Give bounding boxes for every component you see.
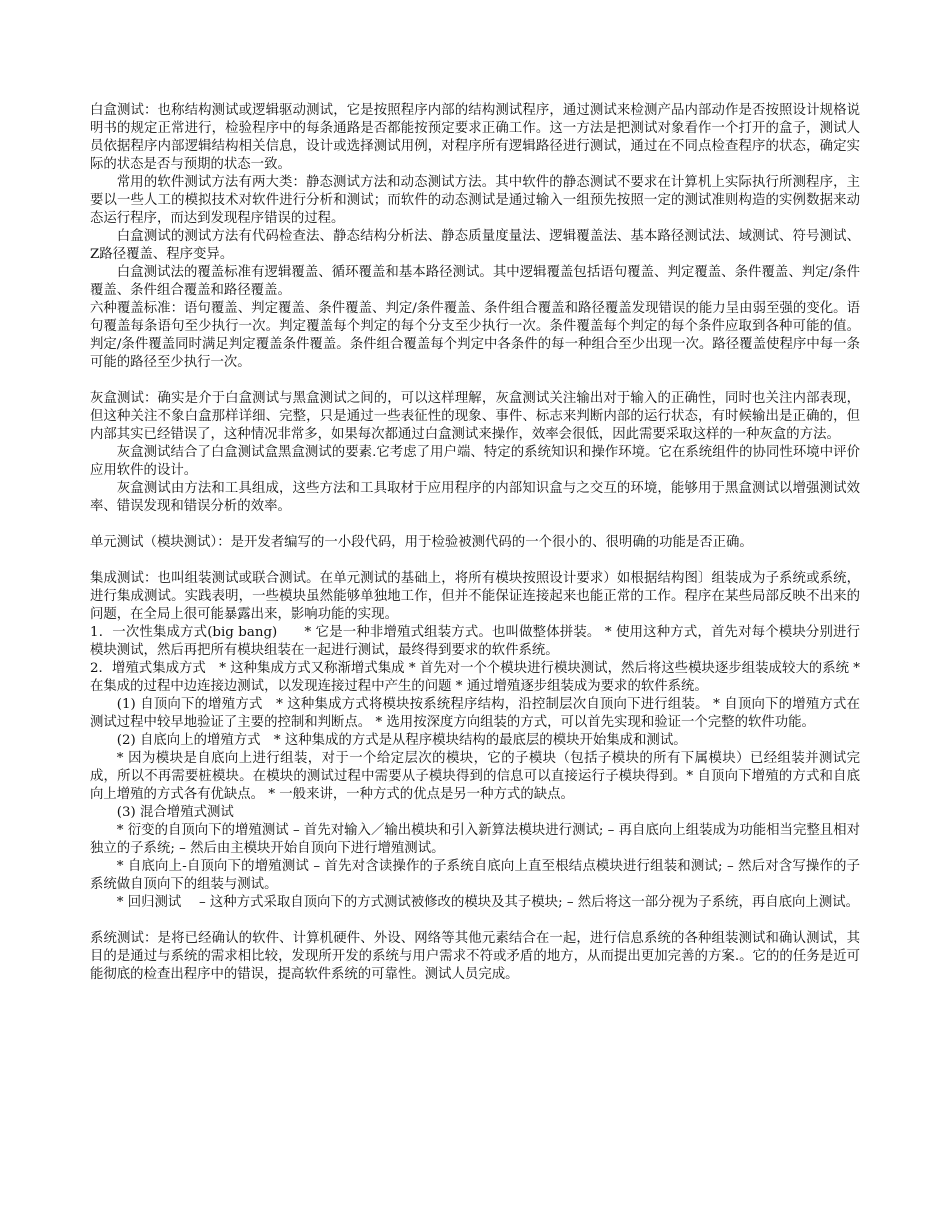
paragraph: 灰盒测试结合了白盒测试盒黑盒测试的要素.它考虑了用户端、特定的系统知识和操作环境。它在系统组件的协同性环境中评价应用软件的设计。 (90, 445, 860, 478)
section-spacer (90, 912, 860, 930)
paragraph: 单元测试（模块测试）：是开发者编写的一小段代码，用于检验被测代码的一个很小的、很明确的功能是否正确。 (90, 535, 753, 550)
paragraph: 白盒测试的测试方法有代码检查法、静态结构分析法、静态质量度量法、逻辑覆盖法、基本路径测试法、域测试、符号测试、Z路径覆盖、程序变异。 (90, 229, 860, 262)
section-system-testing (90, 930, 860, 984)
paragraph: 白盒测试法的覆盖标准有逻辑覆盖、循环覆盖和基本路径测试。其中逻辑覆盖包括语句覆盖、判定覆盖、条件覆盖、判定/条件覆盖、条件组合覆盖和路径覆盖。 (90, 265, 860, 298)
paragraph: 灰盒测试由方法和工具组成，这些方法和工具取材于应用程序的内部知识盒与之交互的环境，能够用于黑盒测试以增强测试效率、错误发现和错误分析的效率。 (90, 481, 860, 514)
paragraph: * 衍变的自顶向下的增殖测试 – 首先对输入／输出模块和引入新算法模块进行测试; – 再自底向上组装成为功能相当完整且相对独立的子系统; – 然后由主模块开始自顶向下进行增殖测试。 (90, 823, 860, 856)
paragraph: 六种覆盖标准：语句覆盖、判定覆盖、条件覆盖、判定/条件覆盖、条件组合覆盖和路径覆盖发现错误的能力呈由弱至强的变化。语句覆盖每条语句至少执行一次。判定覆盖每个判定的每个分支至少执行一次。条件覆盖每个判定的每个条件应取到各种可能的值。判定/条件覆盖同时满足判定覆盖条件覆盖。条件组合覆盖每个判定中各条件的每一种组合至少出现一次。路径覆盖使程序中每一条可能的路径至少执行一次。 (90, 301, 860, 370)
paragraph: 常用的软件测试方法有两大类：静态测试方法和动态测试方法。其中软件的静态测试不要求在计算机上实际执行所测程序，主要以一些人工的模拟技术对软件进行分析和测试；而软件的动态测试是通过输入一组预先按照一定的测试准则构造的实例数据来动态运行程序，而达到发现程序错误的过程。 (90, 175, 860, 226)
section-integration-testing (90, 570, 860, 912)
paragraph: * 回归测试 – 这种方式采取自顶向下的方式测试被修改的模块及其子模块; – 然后将这一部分视为子系统，再自底向上测试。 (116, 895, 859, 910)
section-spacer (90, 552, 860, 570)
paragraph: * 自底向上-自顶向下的增殖测试 – 首先对含读操作的子系统自底向上直至根结点模块进行组装和测试; – 然后对含写操作的子系统做自顶向下的组装与测试。 (90, 859, 860, 892)
paragraph: (1) 自顶向下的增殖方式 * 这种集成方式将模块按系统程序结构，沿控制层次自顶向下进行组装。 * 自顶向下的增殖方式在测试过程中较早地验证了主要的控制和判断点。 * 选用按深度方向组装的方式，可以首先实现和验证一个完整的软件功能。 (90, 697, 860, 730)
paragraph: (3) 混合增殖式测试 (116, 805, 234, 820)
paragraph: (2) 自底向上的增殖方式 * 这种集成的方式是从程序模块结构的最底层的模块开始集成和测试。 (116, 733, 687, 748)
section-spacer (90, 372, 860, 390)
section-unit-testing (90, 534, 860, 552)
paragraph: 1．一次性集成方式(big bang) * 它是一种非增殖式组装方式。也叫做整体拼装。 * 使用这种方式，首先对每个模块分别进行模块测试，然后再把所有模块组装在一起进行测试，最终得到要求的软件系统。 (90, 625, 860, 658)
paragraph: 系统测试：是将已经确认的软件、计算机硬件、外设、网络等其他元素结合在一起，进行信息系统的各种组装测试和确认测试，其目的是通过与系统的需求相比较，发现所开发的系统与用户需求不符或矛盾的地方，从而提出更加完善的方案.。它的的任务是近可能彻底的检查出程序中的错误，提高软件系统的可靠性。测试人员完成。 (90, 931, 860, 982)
paragraph: 2．增殖式集成方式 * 这种集成方式又称渐增式集成 * 首先对一个个模块进行模块测试，然后将这些模块逐步组装成较大的系统 * 在集成的过程中边连接边测试，以发现连接过程中产生的问题 * 通过增殖逐步组装成为要求的软件系统。 (90, 661, 860, 694)
paragraph: 灰盒测试：确实是介于白盒测试与黑盒测试之间的，可以这样理解，灰盒测试关注输出对于输入的正确性，同时也关注内部表现，但这种关注不象白盒那样详细、完整，只是通过一些表征性的现象、事件、标志来判断内部的运行状态，有时候输出是正确的，但内部其实已经错误了，这种情况非常多，如果每次都通过白盒测试来操作，效率会很低，因此需要采取这样的一种灰盒的方法。 (90, 391, 860, 442)
section-spacer (90, 516, 860, 534)
section-white-box-testing (90, 102, 860, 372)
section-gray-box-testing (90, 390, 860, 516)
paragraph: 白盒测试：也称结构测试或逻辑驱动测试，它是按照程序内部的结构测试程序，通过测试来检测产品内部动作是否按照设计规格说明书的规定正常进行，检验程序中的每条通路是否都能按预定要求正确工作。这一方法是把测试对象看作一个打开的盒子，测试人员依据程序内部逻辑结构相关信息，设计或选择测试用例，对程序所有逻辑路径进行测试，通过在不同点检查程序的状态，确定实际的状态是否与预期的状态一致。 (90, 103, 860, 172)
paragraph: * 因为模块是自底向上进行组装，对于一个给定层次的模块，它的子模块（包括子模块的所有下属模块）已经组装并测试完成，所以不再需要桩模块。在模块的测试过程中需要从子模块得到的信息可以直接运行子模块得到。* 自顶向下增殖的方式和自底向上增殖的方式各有优缺点。 * 一般来讲，一种方式的优点是另一种方式的缺点。 (90, 751, 860, 802)
paragraph: 集成测试：也叫组装测试或联合测试。在单元测试的基础上，将所有模块按照设计要求）如根据结构图〕组装成为子系统或系统，进行集成测试。实践表明，一些模块虽然能够单独地工作，但并不能保证连接起来也能正常的工作。程序在某些局部反映不出来的问题，在全局上很可能暴露出来，影响功能的实现。 (90, 571, 860, 622)
